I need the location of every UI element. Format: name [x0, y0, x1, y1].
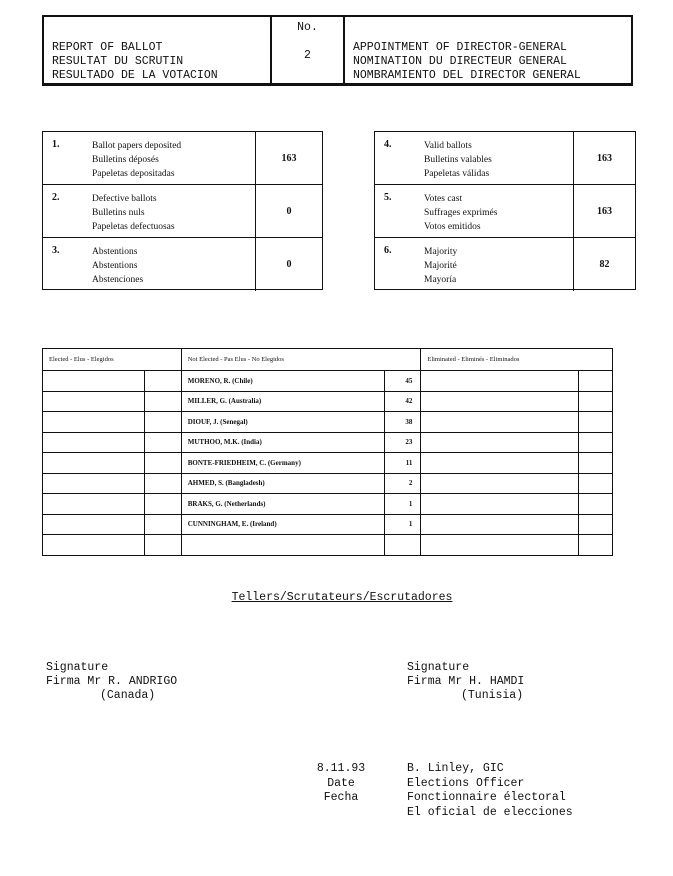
stat-number: 1. [52, 139, 60, 150]
stat-label: Votes cast [424, 194, 463, 204]
stat-label: Abstenciones [92, 275, 144, 285]
elected-cell [43, 535, 145, 556]
stat-label: Abstentions [92, 247, 138, 257]
elected-votes-cell [144, 391, 181, 412]
elected-cell [43, 432, 145, 453]
stat-value: 0 [286, 259, 292, 270]
candidate-name: DIOUF, J. (Senegal) [181, 412, 385, 433]
candidate-name [181, 535, 385, 556]
elected-cell [43, 514, 145, 535]
subject [345, 17, 631, 83]
ballot-number [272, 17, 345, 83]
eliminated-cell [421, 391, 579, 412]
elected-votes-cell [144, 514, 181, 535]
stat-label: Majorité [424, 261, 457, 271]
stat-label: Papeletas depositadas [92, 169, 175, 179]
candidate-name: MORENO, R. (Chile) [181, 371, 385, 392]
candidate-name: AHMED, S. (Bangladesh) [181, 473, 385, 494]
firma-label: Firma [407, 675, 442, 688]
eliminated-cell [421, 432, 579, 453]
firma-label: Firma [46, 675, 81, 688]
eliminated-votes-cell [579, 473, 613, 494]
stat-value: 82 [599, 259, 610, 270]
candidate-votes: 11 [385, 453, 421, 474]
stat-label: Defective ballots [92, 194, 157, 204]
stat-number: 3. [52, 245, 60, 256]
officer-title-en: Elections Officer [407, 776, 525, 790]
eliminated-cell [421, 453, 579, 474]
eliminated-cell [421, 514, 579, 535]
results-row [43, 371, 613, 392]
stat-number: 2. [52, 192, 60, 203]
results-header-row [43, 349, 613, 371]
elected-cell [43, 391, 145, 412]
candidate-votes: 23 [385, 432, 421, 453]
stat-label: Bulletins déposés [92, 155, 159, 165]
candidate-votes: 2 [385, 473, 421, 494]
eliminated-cell [421, 473, 579, 494]
stat-row [43, 132, 322, 185]
stat-labels [92, 132, 256, 184]
results-row [43, 494, 613, 515]
results-row [43, 473, 613, 494]
stat-label: Papeletas válidas [424, 169, 490, 179]
stat-labels [424, 132, 574, 184]
elected-votes-cell [144, 535, 181, 556]
teller-country: (Canada) [100, 689, 156, 702]
eliminated-votes-cell [579, 514, 613, 535]
teller-left [46, 661, 177, 703]
stat-labels [92, 238, 256, 291]
eliminated-votes-cell [579, 432, 613, 453]
eliminated-cell [421, 371, 579, 392]
teller-name: Mr R. ANDRIGO [87, 675, 178, 688]
eliminated-votes-cell [579, 391, 613, 412]
eliminated-cell [421, 412, 579, 433]
tellers-title: Tellers/Scrutateurs/Escrutadores [231, 591, 453, 604]
officer-title-fr: Fonctionnaire électoral [407, 791, 566, 804]
stat-row [375, 185, 635, 238]
report-title-fr: RESULTAT DU SCRUTIN [52, 55, 184, 68]
stat-label: Bulletins nuls [92, 208, 145, 218]
stat-label: Mayoría [424, 275, 457, 285]
results-row [43, 391, 613, 412]
date-value: 8.11.93 [316, 762, 366, 775]
stat-row [43, 185, 322, 238]
stat-number: 5. [384, 192, 392, 203]
teller-name: Mr H. HAMDI [448, 675, 525, 688]
date-label: Date [327, 776, 355, 790]
teller-country: (Tunisia) [461, 689, 524, 702]
elected-votes-cell [144, 473, 181, 494]
elected-cell [43, 412, 145, 433]
elected-votes-cell [144, 453, 181, 474]
elected-cell [43, 473, 145, 494]
report-title-es: RESULTADO DE LA VOTACION [52, 69, 218, 82]
stat-value: 163 [281, 152, 297, 164]
subject-fr: NOMINATION DU DIRECTEUR GENERAL [353, 55, 567, 68]
signature-label: Signature [46, 661, 109, 674]
candidate-name: CUNNINGHAM, E. (Ireland) [181, 514, 385, 535]
stat-value: 163 [597, 152, 612, 164]
candidate-votes: 38 [385, 412, 421, 433]
stat-label: Majority [424, 247, 458, 257]
ballot-header [42, 15, 633, 86]
stat-number: 4. [384, 139, 392, 150]
stat-row [43, 238, 322, 291]
candidate-name: BONTE-FRIEDHEIM, C. (Germany) [181, 453, 385, 474]
stat-labels [92, 185, 256, 237]
candidate-votes: 1 [385, 494, 421, 515]
date-block [316, 762, 366, 806]
stat-row [375, 238, 635, 291]
elected-votes-cell [144, 432, 181, 453]
stat-value: 0 [286, 205, 292, 217]
report-title-en: REPORT OF BALLOT [52, 41, 163, 54]
eliminated-votes-cell [579, 412, 613, 433]
stat-label: Suffrages exprimés [424, 208, 498, 218]
elected-votes-cell [144, 412, 181, 433]
results-table [42, 348, 613, 556]
stat-label: Ballot papers deposited [92, 141, 182, 151]
elected-votes-cell [144, 494, 181, 515]
report-title [44, 17, 272, 83]
eliminated-header: Eliminated - Eliminés - Eliminados [421, 349, 613, 371]
candidate-name: MUTHOO, M.K. (India) [181, 432, 385, 453]
stat-label: Votos emitidos [424, 222, 481, 232]
eliminated-cell [421, 535, 579, 556]
elected-votes-cell [144, 371, 181, 392]
no-label: No. [297, 21, 318, 34]
candidate-votes: 42 [385, 391, 421, 412]
stat-label: Bulletins valables [424, 155, 492, 165]
candidate-votes [385, 535, 421, 556]
no-value: 2 [304, 49, 311, 62]
subject-en: APPOINTMENT OF DIRECTOR-GENERAL [353, 41, 567, 54]
eliminated-votes-cell [579, 371, 613, 392]
stats-left [42, 131, 323, 290]
eliminated-votes-cell [579, 494, 613, 515]
stat-label: Valid ballots [424, 141, 472, 151]
stat-number: 6. [384, 245, 392, 256]
stat-label: Abstentions [92, 261, 138, 271]
elected-header: Elected - Elus - Elegidos [43, 349, 182, 371]
officer-name: B. Linley, GIC [407, 762, 504, 775]
eliminated-cell [421, 494, 579, 515]
stat-row [375, 132, 635, 185]
stat-value: 163 [597, 205, 612, 217]
signature-label: Signature [407, 661, 470, 674]
officer-title-es: El oficial de elecciones [407, 805, 573, 819]
results-row [43, 432, 613, 453]
candidate-name: BRAKS, G. (Netherlands) [181, 494, 385, 515]
stat-label: Papeletas defectuosas [92, 222, 175, 232]
results-row [43, 535, 613, 556]
eliminated-votes-cell [579, 535, 613, 556]
officer-block [407, 762, 573, 820]
subject-es: NOMBRAMIENTO DEL DIRECTOR GENERAL [353, 69, 581, 82]
stat-labels [424, 185, 574, 237]
candidate-name: MILLER, G. (Australia) [181, 391, 385, 412]
fecha-label: Fecha [323, 791, 359, 804]
candidate-votes: 45 [385, 371, 421, 392]
stat-labels [424, 238, 574, 291]
results-row [43, 514, 613, 535]
results-row [43, 412, 613, 433]
stats-right [374, 131, 636, 290]
candidate-votes: 1 [385, 514, 421, 535]
teller-right [407, 661, 524, 703]
results-row [43, 453, 613, 474]
not-elected-header: Not Elected - Pas Elus - No Elegidos [181, 349, 421, 371]
elected-cell [43, 494, 145, 515]
eliminated-votes-cell [579, 453, 613, 474]
elected-cell [43, 453, 145, 474]
elected-cell [43, 371, 145, 392]
